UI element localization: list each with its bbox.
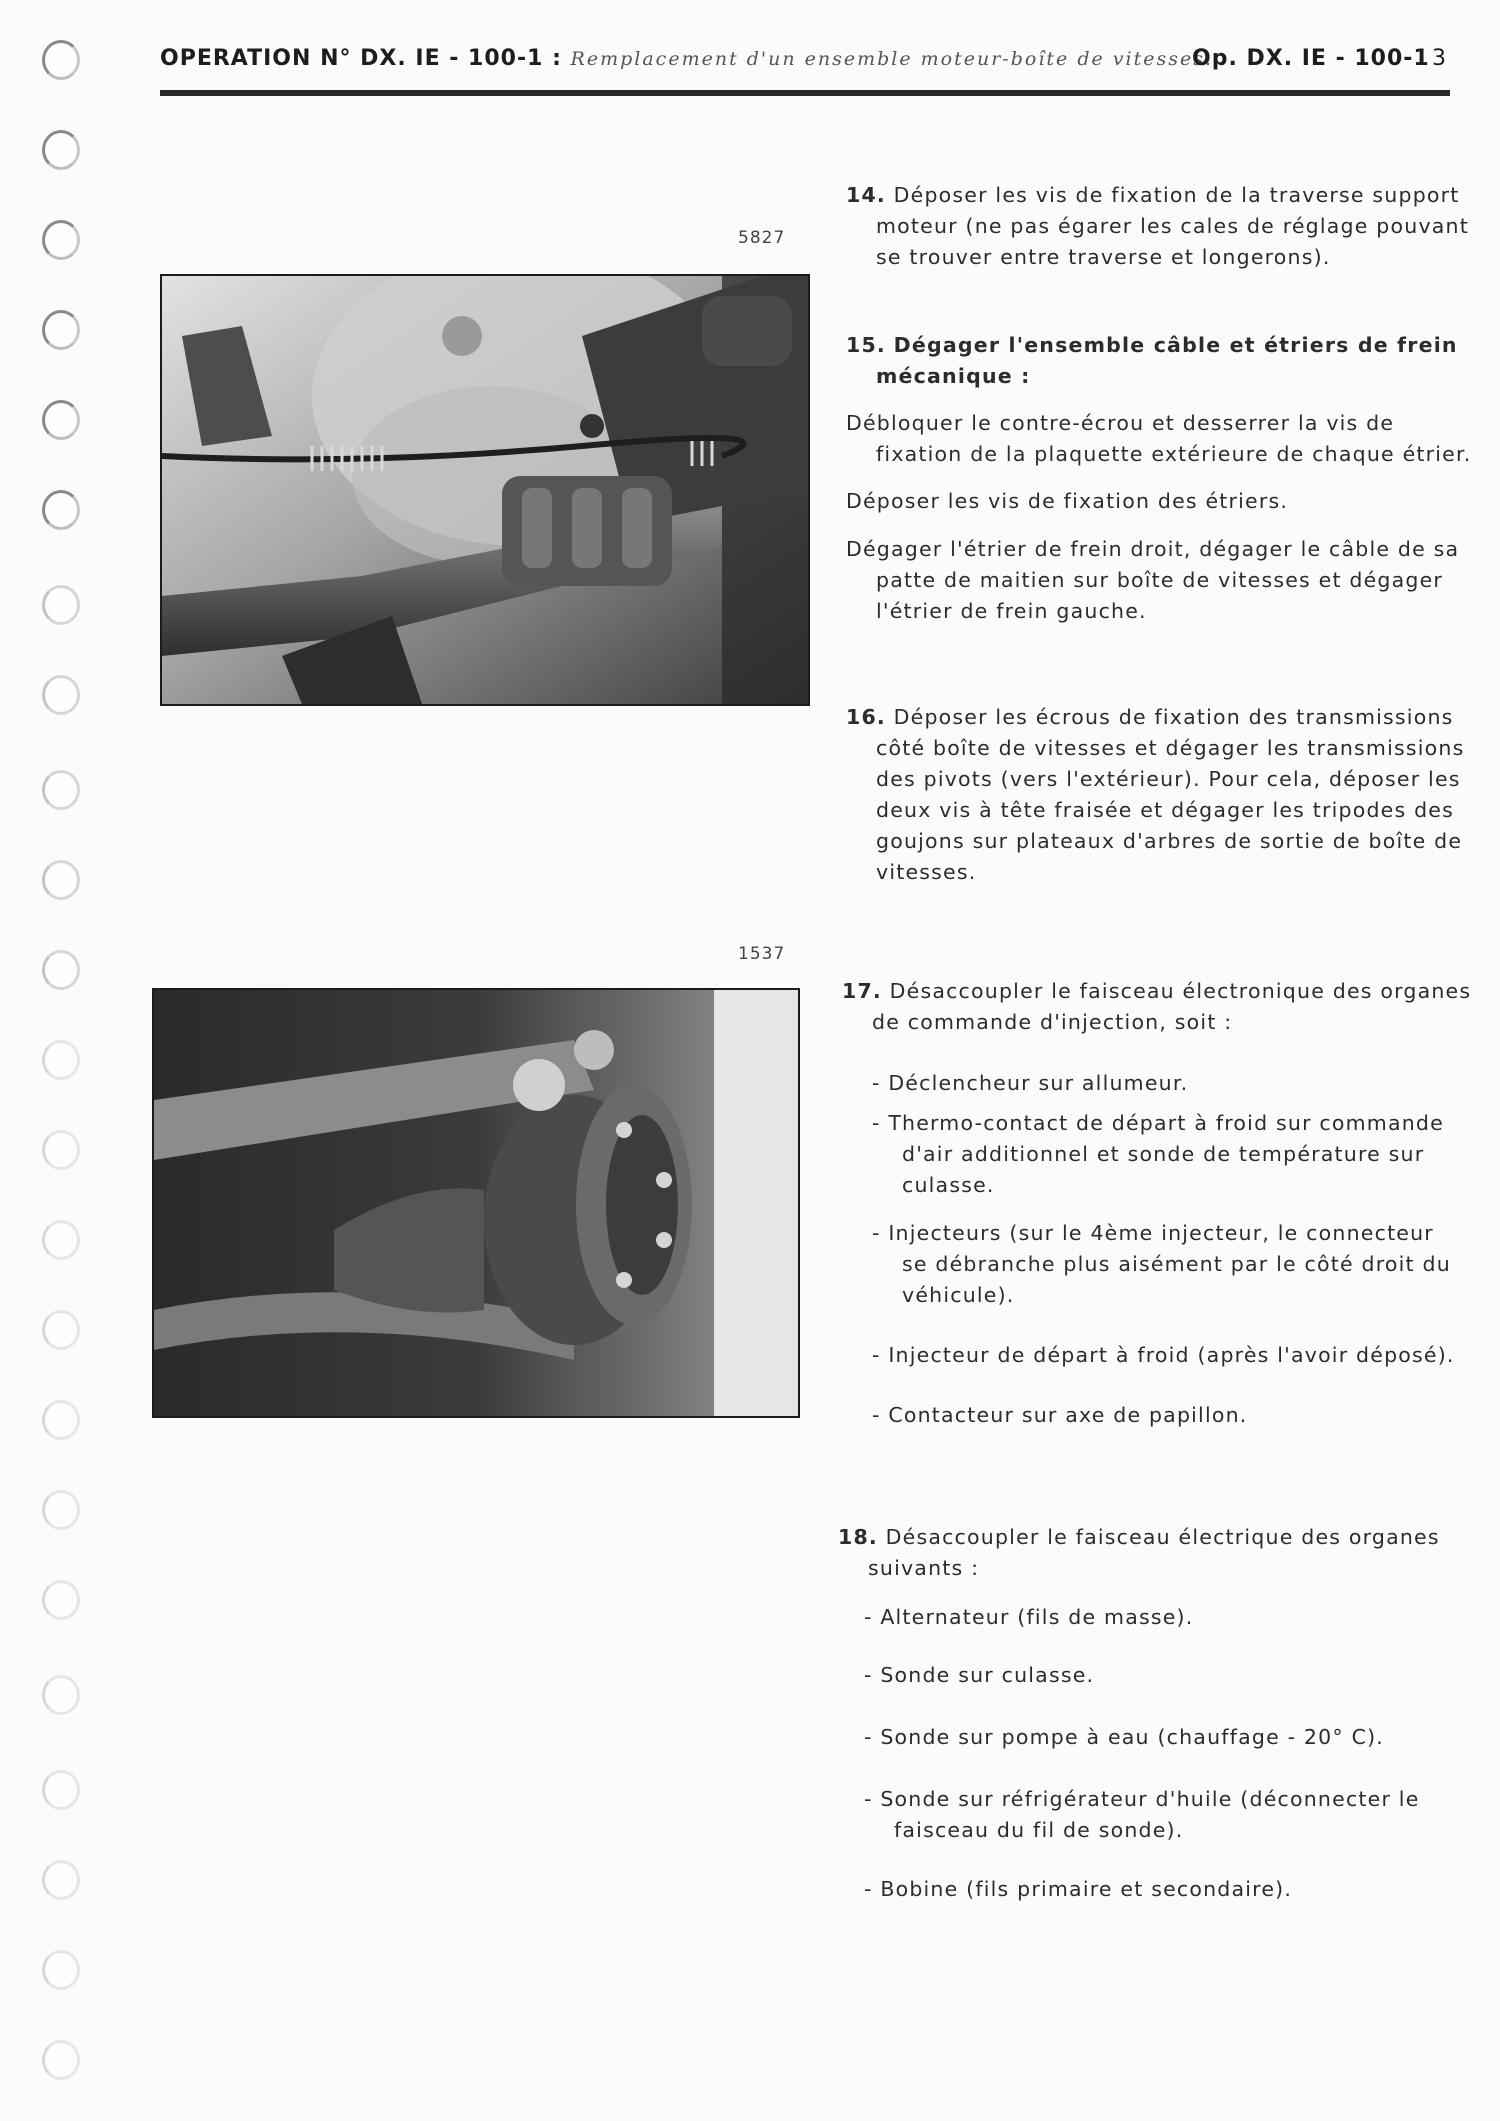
photo-transmission-pivot: [152, 988, 800, 1418]
step-text: Désaccoupler le faisceau électrique des organes suivants :: [868, 1525, 1440, 1580]
page-header: [160, 46, 1450, 80]
step-number: 16.: [846, 705, 886, 729]
list-item: - Contacteur sur axe de papillon.: [872, 1403, 1248, 1427]
page-number: 3: [1432, 46, 1447, 71]
punch-hole: [42, 675, 80, 715]
punch-hole: [42, 490, 80, 530]
step-18: [838, 1522, 1468, 1584]
list-item: - Sonde sur culasse.: [864, 1663, 1095, 1687]
list-item: - Sonde sur réfrigérateur d'huile (déconnecter le faisceau du fil de sonde).: [864, 1787, 1420, 1842]
operation-title: [160, 46, 1213, 71]
binder-holes: [28, 30, 98, 2110]
photo-engine-brake-cable: [160, 274, 810, 706]
list-item: - Déclencheur sur allumeur.: [872, 1071, 1189, 1095]
step-number: 18.: [838, 1525, 878, 1549]
list-item: - Thermo-contact de départ à froid sur commande d'air additionnel et sonde de température sur culasse.: [872, 1111, 1444, 1197]
punch-hole: [42, 950, 80, 990]
punch-hole: [42, 220, 80, 260]
step-number: 15.: [846, 333, 886, 357]
step-15-paragraph-2: Déposer les vis de fixation des étriers.: [846, 489, 1289, 513]
punch-hole: [42, 1770, 80, 1810]
punch-hole: [42, 1130, 80, 1170]
punch-hole: [42, 1580, 80, 1620]
punch-hole: [42, 585, 80, 625]
punch-hole: [42, 2040, 80, 2080]
step-text: Désaccoupler le faisceau électronique des organes de commande d'injection, soit :: [872, 979, 1472, 1034]
step-text: Déposer les vis de fixation de la traverse support moteur (ne pas égarer les cales de réglage pouvant se trouver entre traverse et longerons).: [876, 183, 1469, 269]
punch-hole: [42, 1220, 80, 1260]
punch-hole: [42, 1950, 80, 1990]
step-17: [842, 976, 1476, 1038]
punch-hole: [42, 1400, 80, 1440]
punch-hole: [42, 310, 80, 350]
list-item: - Bobine (fils primaire et secondaire).: [864, 1877, 1293, 1901]
list-item: - Sonde sur pompe à eau (chauffage - 20° C).: [864, 1725, 1384, 1749]
punch-hole: [42, 1310, 80, 1350]
punch-hole: [42, 1675, 80, 1715]
punch-hole: [42, 1490, 80, 1530]
figure-number: 5827: [738, 228, 786, 248]
operation-subtitle: Remplacement d'un ensemble moteur-boîte de vitesses.: [570, 48, 1213, 70]
operation-reference: Op. DX. IE - 100-1: [1192, 46, 1430, 71]
step-number: 14.: [846, 183, 886, 207]
step-title: Dégager l'ensemble câble et étriers de frein mécanique :: [876, 333, 1458, 388]
list-item: - Injecteurs (sur le 4ème injecteur, le connecteur se débranche plus aisément par le côté droit du véhicule).: [872, 1221, 1451, 1307]
step-16: [846, 702, 1480, 888]
list-item: - Injecteur de départ à froid (après l'avoir déposé).: [872, 1343, 1455, 1367]
punch-hole: [42, 1040, 80, 1080]
punch-hole: [42, 860, 80, 900]
step-number: 17.: [842, 979, 882, 1003]
list-item: - Alternateur (fils de masse).: [864, 1605, 1194, 1629]
step-15-paragraph-3: Dégager l'étrier de frein droit, dégager le câble de sa patte de maitien sur boîte de vitesses et dégager l'étrier de frein gauche.: [846, 537, 1460, 623]
step-15-paragraph-1: Débloquer le contre-écrou et desserrer la vis de fixation de la plaquette extérieure de chaque étrier.: [846, 411, 1472, 466]
step-15-title: [846, 330, 1476, 392]
figure-number: 1537: [738, 944, 786, 964]
header-rule: [160, 90, 1450, 96]
punch-hole: [42, 770, 80, 810]
operation-prefix: OPERATION N° DX. IE - 100-1 :: [160, 46, 562, 71]
punch-hole: [42, 130, 80, 170]
punch-hole: [42, 40, 80, 80]
step-text: Déposer les écrous de fixation des transmissions côté boîte de vitesses et dégager les transmissions des pivots (vers l'extérieur). Pour cela, déposer les deux vis à tête fraisée et dégager les tripodes des goujons sur plateaux d'arbres de sortie de boîte de vitesses.: [876, 705, 1465, 884]
step-14: [846, 180, 1476, 273]
punch-hole: [42, 1860, 80, 1900]
punch-hole: [42, 400, 80, 440]
